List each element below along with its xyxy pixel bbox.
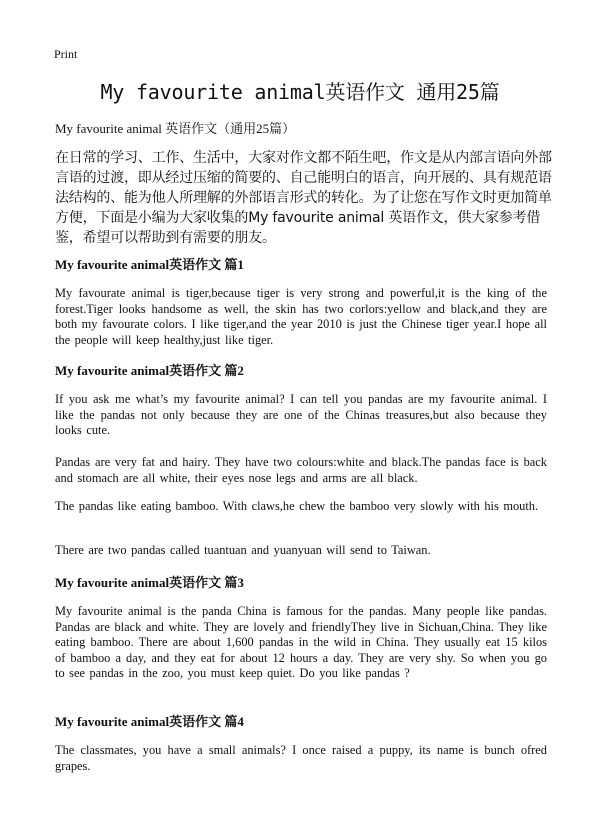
- section-2-paragraph-1: If you ask me what’s my favourite animal? I can tell you pandas are my favourite animal. I like the pandas not only because they are one of the Chinas treasures,but also because they looks cute.: [55, 392, 547, 437]
- section-heading-2: My favourite animal英语作文 篇2: [55, 363, 244, 378]
- document-title: My favourite animal英语作文 通用25篇: [100, 80, 500, 104]
- section-2-paragraph-2: Pandas are very fat and hairy. They have two colours:white and black.The pandas face is back and stomach are all white, their eyes nose legs and arms are all black.: [55, 455, 547, 485]
- section-3-paragraph-1: My favourite animal is the panda China is famous for the pandas. Many people like pandas. Pandas are black and white. They are lovely and friendlyThey live in Sichuan,China. They like eating bamboo. There are about 1,600 pandas in the wild in China. They usually eat 15 kilos of bamboo a day, and they eat for about 12 hours a day. They are very shy. So when you go to see pandas in the zoo, you must keep quiet. Do you like pandas ?: [55, 604, 547, 680]
- section-heading-4: My favourite animal英语作文 篇4: [55, 714, 244, 729]
- document-subtitle: My favourite animal 英语作文（通用25篇）: [55, 121, 296, 136]
- section-4-paragraph-1: The classmates, you have a small animals? I once raised a puppy, its name is bunch ofred grapes.: [55, 743, 547, 773]
- section-1-paragraph-1: My favourate animal is tiger,because tiger is very strong and powerful,it is the king of the forest.Tiger looks handsome as well, the skin has two corlors:yellow and black,and they are both my favourate colors. I like tiger,and the year 2010 is just the Chinese tiger year.I hope all the people will keep healthy,just like tiger.: [55, 286, 547, 347]
- print-label: Print: [54, 47, 78, 61]
- intro-paragraph: 在日常的学习、工作、生活中，大家对作文都不陌生吧，作文是从内部言语向外部言语的过渡，即从经过压缩的简要的、自己能明白的语言，向开展的、具有规范语法结构的、能为他人所理解的外部语言形式的转化。为了让您在写作文时更加简单方便，下面是小编为大家收集的My favourite animal 英语作文，供大家参考借鉴，希望可以帮助到有需要的朋友。: [55, 150, 552, 246]
- section-2-paragraph-3: The pandas like eating bamboo. With claws,he chew the bamboo very slowly with his mouth.: [55, 499, 539, 513]
- section-heading-1: My favourite animal英语作文 篇1: [55, 257, 244, 272]
- section-2-paragraph-4: There are two pandas called tuantuan and yuanyuan will send to Taiwan.: [55, 543, 431, 557]
- section-heading-3: My favourite animal英语作文 篇3: [55, 575, 244, 590]
